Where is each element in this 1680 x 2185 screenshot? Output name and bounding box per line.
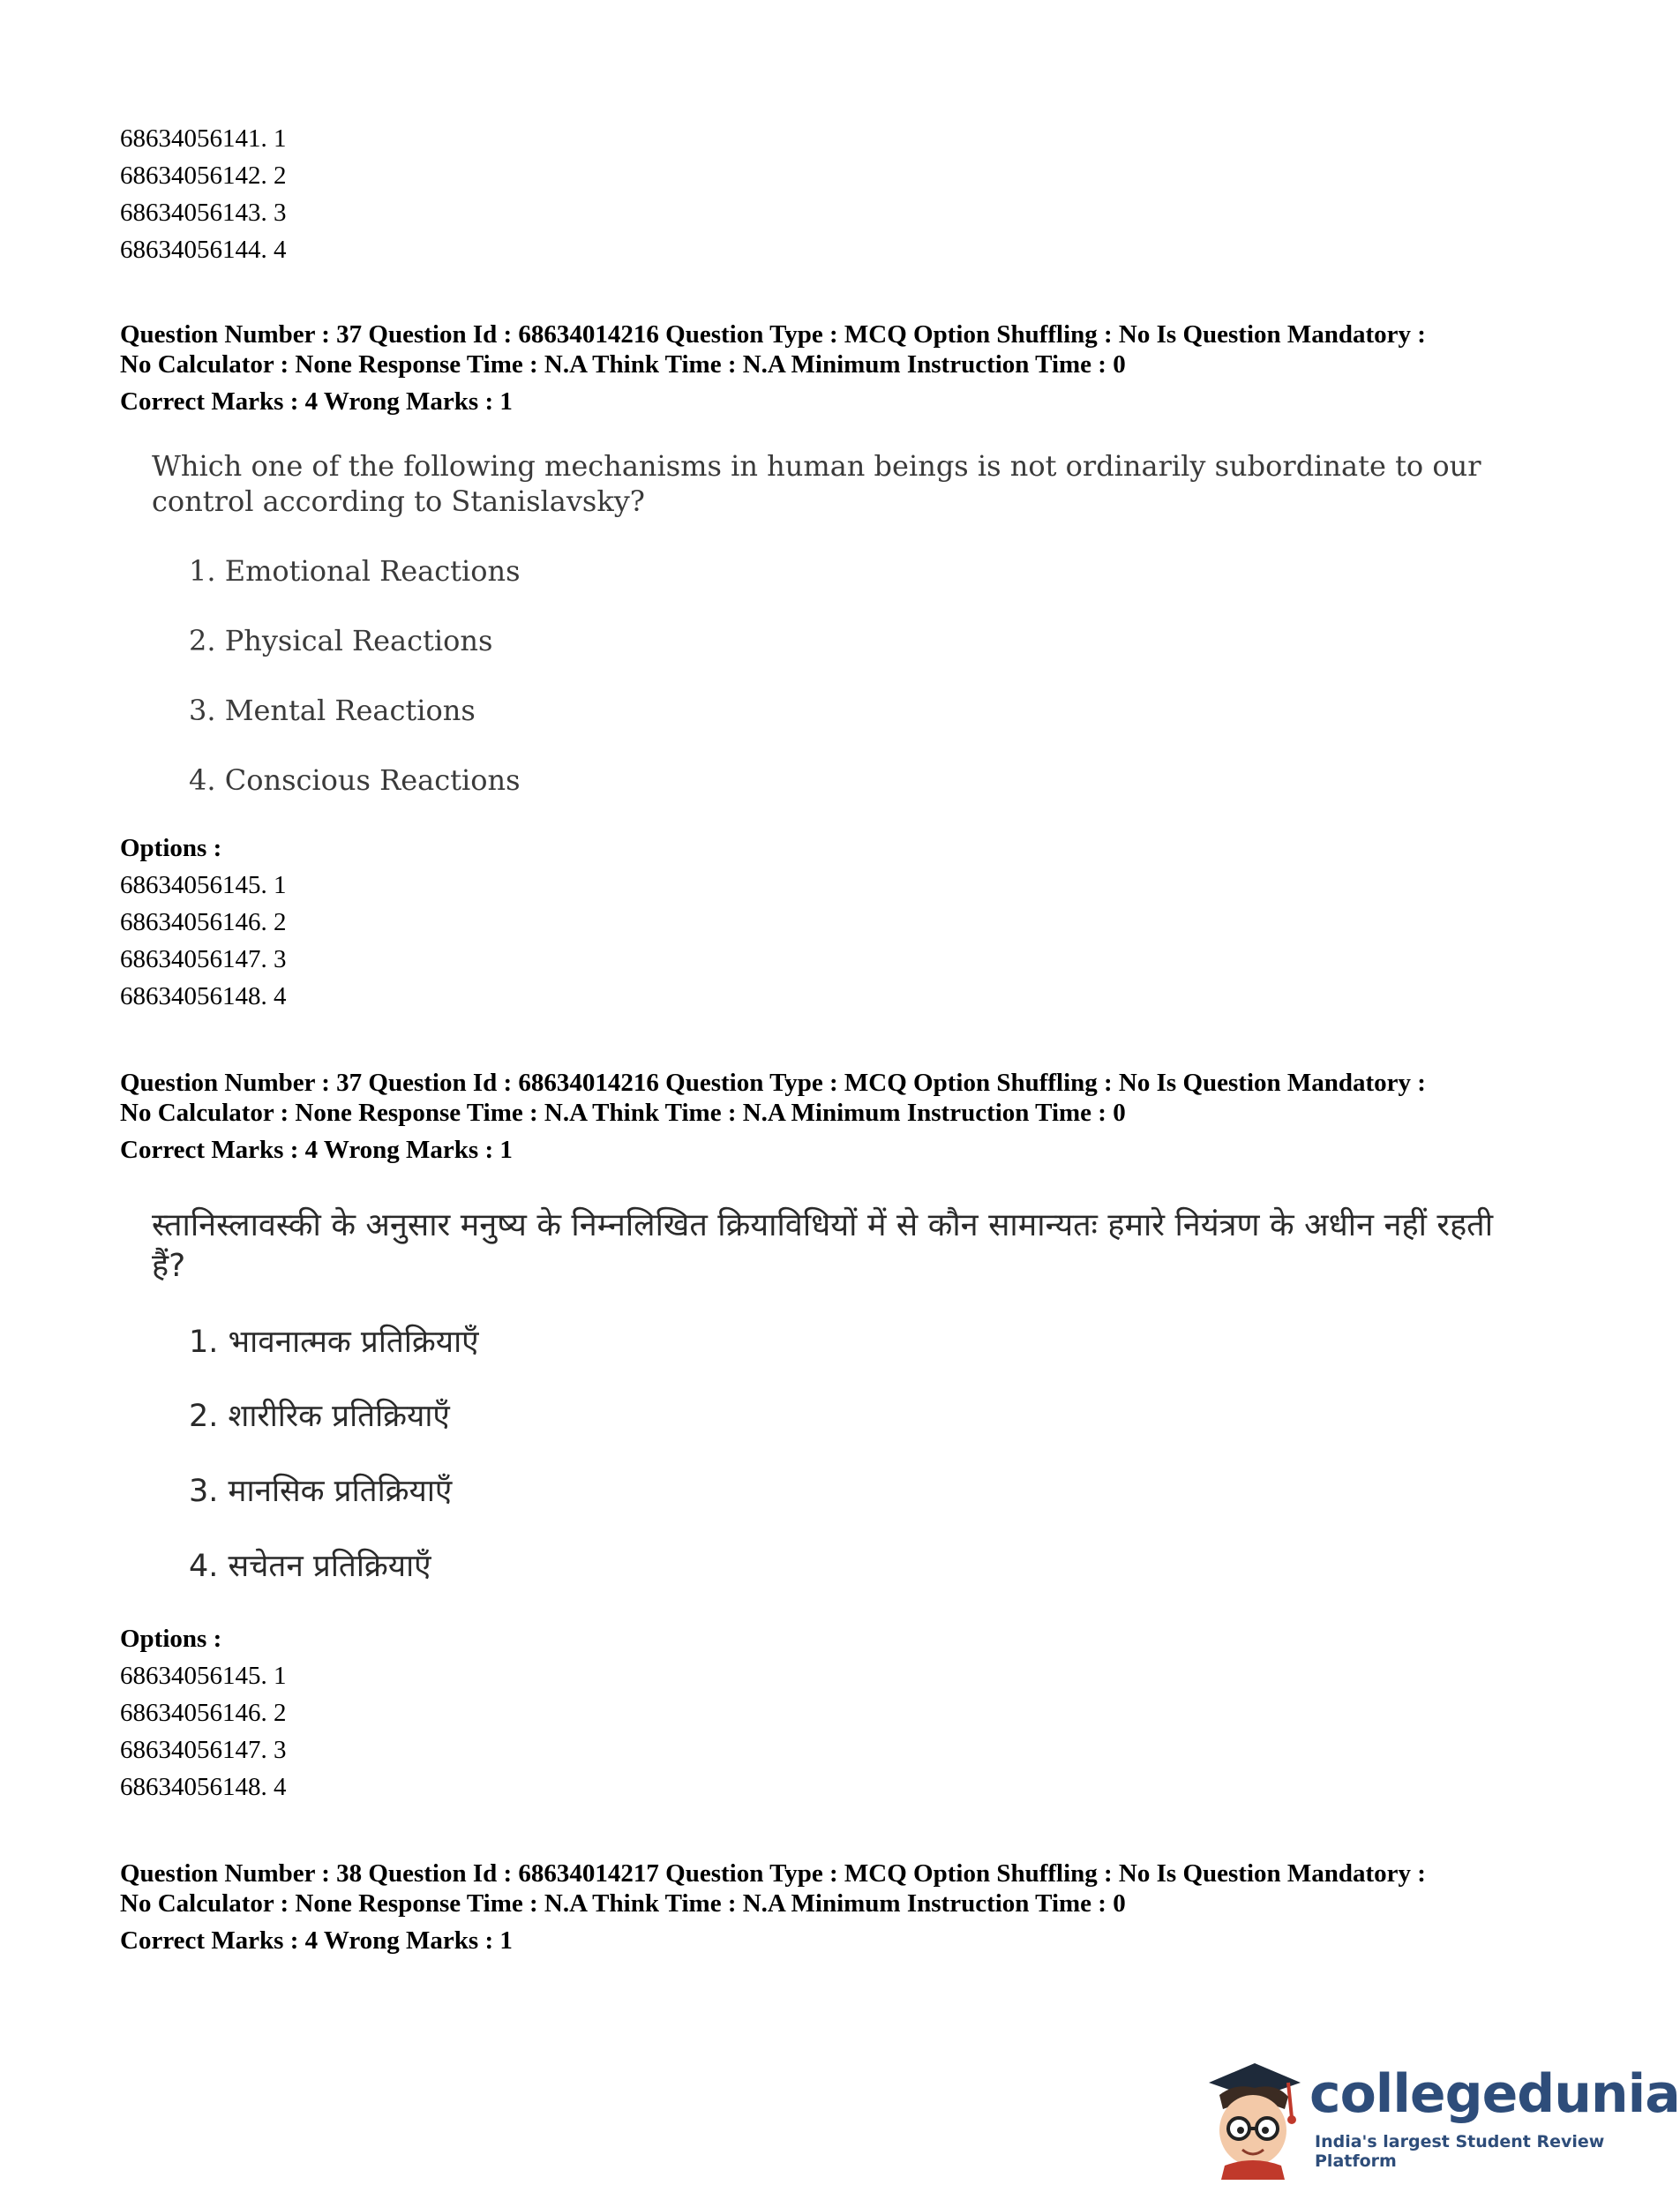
option-row: 68634056141. 1 bbox=[120, 124, 287, 153]
option-row: 68634056142. 2 bbox=[120, 161, 287, 190]
meta-line: No Calculator : None Response Time : N.A Think Time : N.A Minimum Instruction Time : 0 bbox=[120, 1099, 1126, 1127]
option-row: 68634056148. 4 bbox=[120, 1773, 287, 1801]
meta-line: No Calculator : None Response Time : N.A Think Time : N.A Minimum Instruction Time : 0 bbox=[120, 1889, 1126, 1918]
question-37-en-image bbox=[152, 448, 1528, 801]
choice-item: 2. Physical Reactions bbox=[189, 624, 493, 657]
brand-name: collegedunia bbox=[1309, 2063, 1680, 2125]
meta-line: Question Number : 38 Question Id : 68634014217 Question Type : MCQ Option Shuffling : No Is Question Mandatory : bbox=[120, 1859, 1426, 1888]
meta-line: Question Number : 37 Question Id : 68634014216 Question Type : MCQ Option Shuffling : No Is Question Mandatory : bbox=[120, 1069, 1426, 1097]
question-37-hi-options bbox=[120, 1620, 287, 1806]
options-label: Options : bbox=[120, 1625, 222, 1653]
question-38-meta bbox=[120, 1858, 1549, 1956]
question-37-hi-image bbox=[152, 1205, 1528, 1594]
option-row: 68634056146. 2 bbox=[120, 1699, 287, 1727]
question-text: स्तानिस्लावस्की के अनुसार मनुष्य के निम्नलिखित क्रियाविधियों में से कौन सामान्यतः हमारे नियंत्रण के अधीन नहीं रहती हैं? bbox=[152, 1207, 1494, 1284]
option-row: 68634056147. 3 bbox=[120, 945, 287, 973]
meta-line: No Calculator : None Response Time : N.A Think Time : N.A Minimum Instruction Time : 0 bbox=[120, 350, 1126, 379]
marks-line: Correct Marks : 4 Wrong Marks : 1 bbox=[120, 1926, 513, 1955]
question-37-en-meta bbox=[120, 319, 1549, 417]
option-row: 68634056147. 3 bbox=[120, 1736, 287, 1764]
option-row: 68634056148. 4 bbox=[120, 982, 287, 1010]
brand-tagline: India's largest Student Review Platform bbox=[1315, 2132, 1605, 2171]
option-row: 68634056145. 1 bbox=[120, 871, 287, 899]
meta-line: Question Number : 37 Question Id : 68634014216 Question Type : MCQ Option Shuffling : No Is Question Mandatory : bbox=[120, 320, 1426, 349]
choice-item: 1. भावनात्मक प्रतिक्रियाएँ bbox=[189, 1325, 479, 1360]
marks-line: Correct Marks : 4 Wrong Marks : 1 bbox=[120, 1136, 513, 1164]
choice-item: 1. Emotional Reactions bbox=[189, 554, 521, 588]
marks-line: Correct Marks : 4 Wrong Marks : 1 bbox=[120, 387, 513, 416]
options-label: Options : bbox=[120, 834, 222, 862]
question-text: Which one of the following mechanisms in human beings is not ordinarily subordinate to our control according to Stanislavsky? bbox=[152, 449, 1481, 518]
option-row: 68634056145. 1 bbox=[120, 1662, 287, 1690]
question-37-en-options bbox=[120, 830, 287, 1015]
option-row: 68634056146. 2 bbox=[120, 908, 287, 936]
collegedunia-logo bbox=[1200, 2056, 1680, 2180]
choice-item: 4. सचेतन प्रतिक्रियाएँ bbox=[189, 1549, 431, 1584]
option-row: 68634056143. 3 bbox=[120, 199, 287, 227]
choice-item: 3. मानसिक प्रतिक्रियाएँ bbox=[189, 1474, 453, 1509]
question-37-hi-meta bbox=[120, 1068, 1549, 1165]
choice-item: 4. Conscious Reactions bbox=[189, 763, 521, 797]
option-row: 68634056144. 4 bbox=[120, 236, 287, 264]
choice-item: 3. Mental Reactions bbox=[189, 694, 476, 727]
choice-item: 2. शारीरिक प्रतिक्रियाएँ bbox=[189, 1399, 450, 1434]
previous-options-list bbox=[120, 120, 287, 268]
student-mascot-icon bbox=[1200, 2056, 1306, 2180]
